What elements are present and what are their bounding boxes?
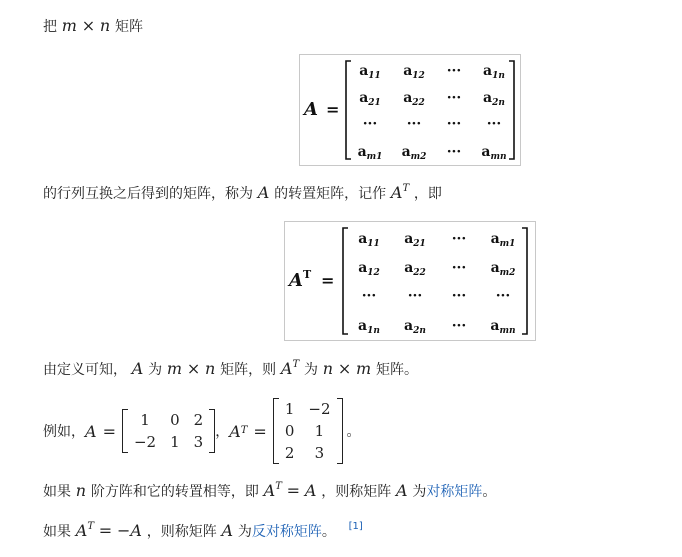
period: 。 [321, 524, 336, 540]
matrix-entry: $a_{mn}$ [481, 144, 507, 162]
transpose-superscript: T [275, 481, 282, 492]
matrix-entry: ··· [451, 288, 467, 304]
intro-prefix: 把 [43, 19, 57, 35]
matrix-entry: $a_{12}$ [358, 260, 380, 278]
matrix-entry: $a_{11}$ [358, 231, 380, 249]
matrix-entry: $a_{21}$ [359, 90, 381, 108]
matrix-entry: ··· [446, 90, 462, 106]
matrix-entry: $a_{21}$ [404, 231, 426, 249]
times-symbol: × [337, 359, 352, 378]
matrix-label-superscript: T [303, 268, 312, 281]
equals-sign: = [253, 421, 267, 441]
matrix-equals: = [326, 100, 340, 119]
matrix-a-figure [299, 54, 521, 166]
antisymmetric-matrix-link[interactable]: 反对称矩阵 [251, 524, 322, 540]
definition-text-1: 的行列互换之后得到的矩阵，称为 [43, 186, 253, 202]
dimension-text-2: 为 [148, 362, 163, 378]
dimension-text-3: 矩阵，则 [220, 362, 277, 378]
definition-text-3: ，即 [413, 186, 442, 202]
definition-text-2: 的转置矩阵，记作 [274, 186, 387, 202]
var-a: A [221, 521, 234, 540]
matrix-equals: = [321, 271, 335, 290]
right-bracket [522, 228, 527, 334]
equals-sign: = [102, 421, 116, 441]
matrix-cell: 3 [193, 433, 204, 451]
var-a-transpose: A [263, 481, 276, 500]
left-bracket [343, 228, 348, 334]
minus-sign: − [116, 521, 131, 540]
symmetric-text-1: 如果 [43, 484, 71, 500]
matrix-entry: $a_{2n}$ [404, 318, 426, 336]
var-m: m [356, 359, 372, 378]
matrix-entry: ··· [446, 144, 462, 160]
var-a-transpose: A [75, 521, 88, 540]
symmetric-text-3: ，则称矩阵 [321, 484, 392, 500]
matrix-cell: 2 [284, 444, 295, 462]
matrix-entry: ··· [361, 288, 377, 304]
var-a: A [395, 481, 408, 500]
matrix-entry: $a_{mn}$ [490, 318, 516, 336]
times-symbol: × [81, 16, 96, 35]
matrix-entry: $a_{m2}$ [401, 144, 427, 162]
comma: ， [215, 424, 230, 440]
matrix-entry: $a_{12}$ [403, 63, 425, 81]
matrix-at-svg [285, 222, 535, 340]
var-m: m [166, 359, 183, 378]
matrix-entry: $a_{1n}$ [358, 318, 380, 336]
matrix-entry: $a_{22}$ [404, 260, 426, 278]
example-line: 例如， A = 1 0 2 −2 1 3 ， A T = 1 −2 0 1 2 3 。 [43, 400, 361, 462]
matrix-cell: 0 [170, 411, 180, 429]
matrix-entry: ··· [451, 231, 467, 247]
period: 。 [346, 424, 361, 440]
intro-line [43, 16, 143, 37]
matrix-cell: 0 [284, 422, 295, 440]
matrix-entry: $a_{m1}$ [357, 144, 383, 162]
dimension-text-5: 矩阵。 [375, 362, 418, 378]
intro-suffix: 矩阵 [115, 19, 144, 35]
matrix-a-svg [300, 55, 520, 165]
matrix-entry: $a_{m2}$ [490, 260, 516, 278]
matrix-entry: $a_{11}$ [359, 63, 381, 81]
matrix-cell: −2 [308, 400, 331, 418]
matrix-entry: ··· [407, 288, 423, 304]
left-bracket [346, 61, 351, 159]
var-m: m [61, 16, 77, 35]
matrix-label: A [304, 99, 318, 120]
right-bracket [509, 61, 514, 159]
antisymmetric-text-3: 为 [237, 524, 252, 540]
var-n: n [99, 16, 111, 35]
matrix-cell: 2 [193, 411, 204, 429]
matrix-cell: 1 [314, 422, 325, 440]
matrix-entry: ··· [486, 116, 502, 132]
var-a: A [304, 481, 317, 500]
matrix-entry: ··· [406, 116, 422, 132]
matrix-entry: $a_{m1}$ [490, 231, 516, 249]
transpose-definition-line [43, 183, 442, 204]
antisymmetric-line [43, 521, 363, 542]
var-n: n [75, 481, 87, 500]
period: 。 [482, 484, 497, 500]
matrix-cell: 1 [140, 411, 150, 429]
symmetric-matrix-link[interactable]: 对称矩阵 [426, 484, 483, 500]
matrix-cell: 3 [314, 444, 325, 462]
var-n: n [322, 359, 334, 378]
matrix-entry: ··· [451, 318, 467, 334]
matrix-entry: $a_{22}$ [403, 90, 425, 108]
antisymmetric-text-1: 如果 [43, 524, 71, 540]
matrix-cell: 1 [284, 400, 295, 418]
symmetric-line [43, 481, 496, 502]
transpose-superscript: T [402, 183, 410, 194]
dimension-text-1: 由定义可知， [43, 362, 127, 378]
var-a: A [85, 421, 97, 441]
matrix-label: A [289, 270, 303, 291]
example-matrix-a [122, 409, 215, 453]
example-text: 例如， [43, 424, 85, 440]
symmetric-text-2: 阶方阵和它的转置相等，即 [90, 484, 259, 500]
matrix-entry: ··· [446, 116, 462, 132]
var-n: n [205, 359, 216, 378]
matrix-entry: ··· [495, 288, 511, 304]
var-a: A [130, 521, 142, 540]
matrix-entry: ··· [362, 116, 378, 132]
var-a-transpose: A [390, 183, 403, 202]
var-a: A [131, 359, 144, 378]
symmetric-text-4: 为 [412, 484, 427, 500]
equals-sign: = [98, 521, 113, 540]
matrix-at-figure [284, 221, 536, 341]
matrix-cell: 1 [170, 433, 180, 451]
matrix-cell: −2 [133, 433, 157, 451]
dimension-line [43, 359, 418, 380]
transpose-superscript: T [87, 521, 95, 532]
matrix-entry: $a_{1n}$ [483, 63, 505, 81]
var-a-transpose: A [229, 421, 241, 441]
transpose-superscript: T [292, 359, 300, 370]
var-a: A [257, 183, 270, 202]
matrix-entry: ··· [446, 63, 462, 79]
equals-sign: = [286, 481, 301, 500]
times-symbol: × [186, 359, 201, 378]
var-a-transpose: A [280, 359, 293, 378]
matrix-entry: $a_{2n}$ [483, 90, 505, 108]
matrix-entry: ··· [451, 260, 467, 276]
reference-link[interactable]: [1] [348, 521, 363, 532]
antisymmetric-text-2: ，则称矩阵 [146, 524, 217, 540]
example-matrix-at [273, 398, 343, 464]
dimension-text-4: 为 [303, 362, 318, 378]
